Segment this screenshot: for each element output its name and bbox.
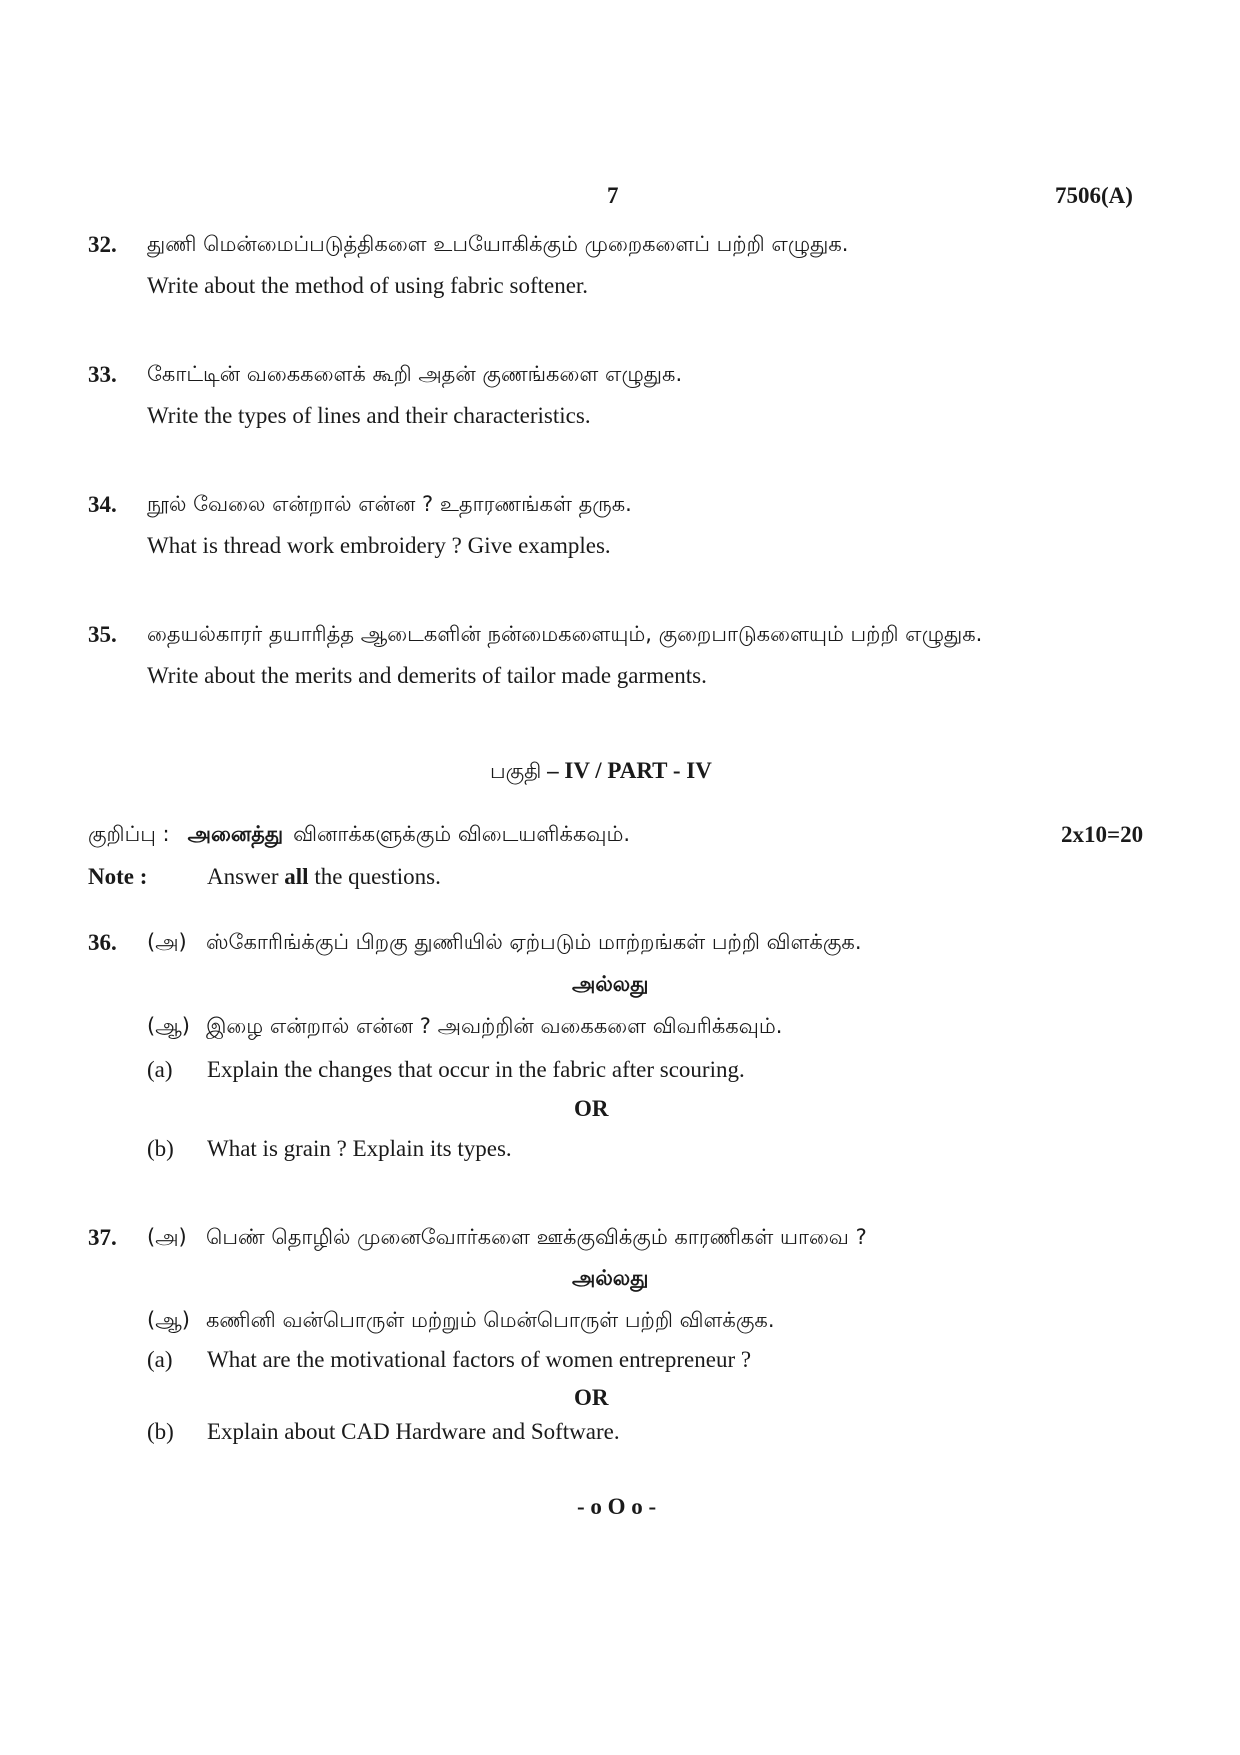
option-a-tamil: ஸ்கோரிங்க்குப் பிறகு துணியில் ஏற்படும் மாற்றங்கள் பற்றி விளக்குக. — [206, 930, 862, 954]
option-b-english: What is grain ? Explain its types. — [207, 1136, 512, 1161]
question-number: 37. — [88, 1225, 117, 1250]
option-a-tamil: பெண் தொழில் முனைவோர்களை ஊக்குவிக்கும் காரணிகள் யாவை ? — [206, 1225, 867, 1249]
question-number: 36. — [88, 930, 117, 955]
note-label-tamil: குறிப்பு : — [88, 822, 170, 846]
part-heading-english: – IV / PART - IV — [541, 758, 712, 783]
part-iv-heading — [490, 758, 712, 786]
note-bold-english: all — [284, 864, 309, 889]
question-tamil: நூல் வேலை என்றால் என்ன ? உதாரணங்கள் தருக. — [147, 492, 632, 516]
note-tamil — [88, 822, 630, 849]
note-rest-tamil: வினாக்களுக்கும் விடையளிக்கவும். — [293, 822, 631, 846]
option-b-english: Explain about CAD Hardware and Software. — [207, 1419, 620, 1444]
option-a-english: What are the motivational factors of women entrepreneur ? — [207, 1347, 752, 1372]
question-tamil: துணி மென்மைப்படுத்திகளை உபயோகிக்கும் முறைகளைப் பற்றி எழுதுக. — [147, 232, 849, 256]
question-number: 34. — [88, 492, 117, 517]
note-bold-tamil: அனைத்து — [187, 822, 284, 846]
option-a-label-tamil: (அ) — [147, 930, 187, 954]
option-b-tamil: இழை என்றால் என்ன ? அவற்றின் வகைகளை விவரிக்கவும். — [206, 1014, 783, 1038]
option-a-label-tamil: (அ) — [147, 1225, 187, 1249]
option-a-label-english: (a) — [147, 1347, 173, 1372]
note-suffix: the questions. — [308, 864, 441, 889]
page-number: 7 — [607, 183, 619, 208]
question-english: What is thread work embroidery ? Give examples. — [147, 533, 611, 558]
option-b-label-tamil: (ஆ) — [147, 1014, 190, 1038]
option-b-tamil: கணினி வன்பொருள் மற்றும் மென்பொருள் பற்றி விளக்குக. — [206, 1308, 775, 1332]
question-number: 33. — [88, 362, 117, 387]
question-tamil: கோட்டின் வகைகளைக் கூறி அதன் குணங்களை எழுதுக. — [147, 362, 683, 386]
option-b-label-english: (b) — [147, 1136, 174, 1161]
note-prefix: Answer — [207, 864, 285, 889]
marks: 2x10=20 — [1061, 822, 1144, 847]
note-english — [207, 864, 441, 890]
question-english: Write about the method of using fabric softener. — [147, 273, 589, 298]
note-label-english: Note : — [88, 864, 148, 889]
paper-code: 7506(A) — [1055, 183, 1133, 208]
option-b-label-tamil: (ஆ) — [147, 1308, 190, 1332]
question-number: 35. — [88, 622, 117, 647]
or-tamil: அல்லது — [572, 972, 649, 996]
question-english: Write about the merits and demerits of tailor made garments. — [147, 663, 707, 688]
or-english: OR — [574, 1385, 609, 1410]
question-tamil: தையல்காரர் தயாரித்த ஆடைகளின் நன்மைகளையும், குறைபாடுகளையும் பற்றி எழுதுக. — [147, 622, 983, 646]
or-english: OR — [574, 1096, 609, 1121]
option-a-english: Explain the changes that occur in the fabric after scouring. — [207, 1057, 745, 1082]
option-b-label-english: (b) — [147, 1419, 174, 1444]
option-a-label-english: (a) — [147, 1057, 173, 1082]
part-heading-tamil: பகுதி — [490, 759, 542, 783]
or-tamil: அல்லது — [572, 1266, 649, 1290]
end-mark: - o O o - — [577, 1494, 657, 1519]
question-number: 32. — [88, 232, 117, 257]
question-english: Write the types of lines and their characteristics. — [147, 403, 591, 428]
